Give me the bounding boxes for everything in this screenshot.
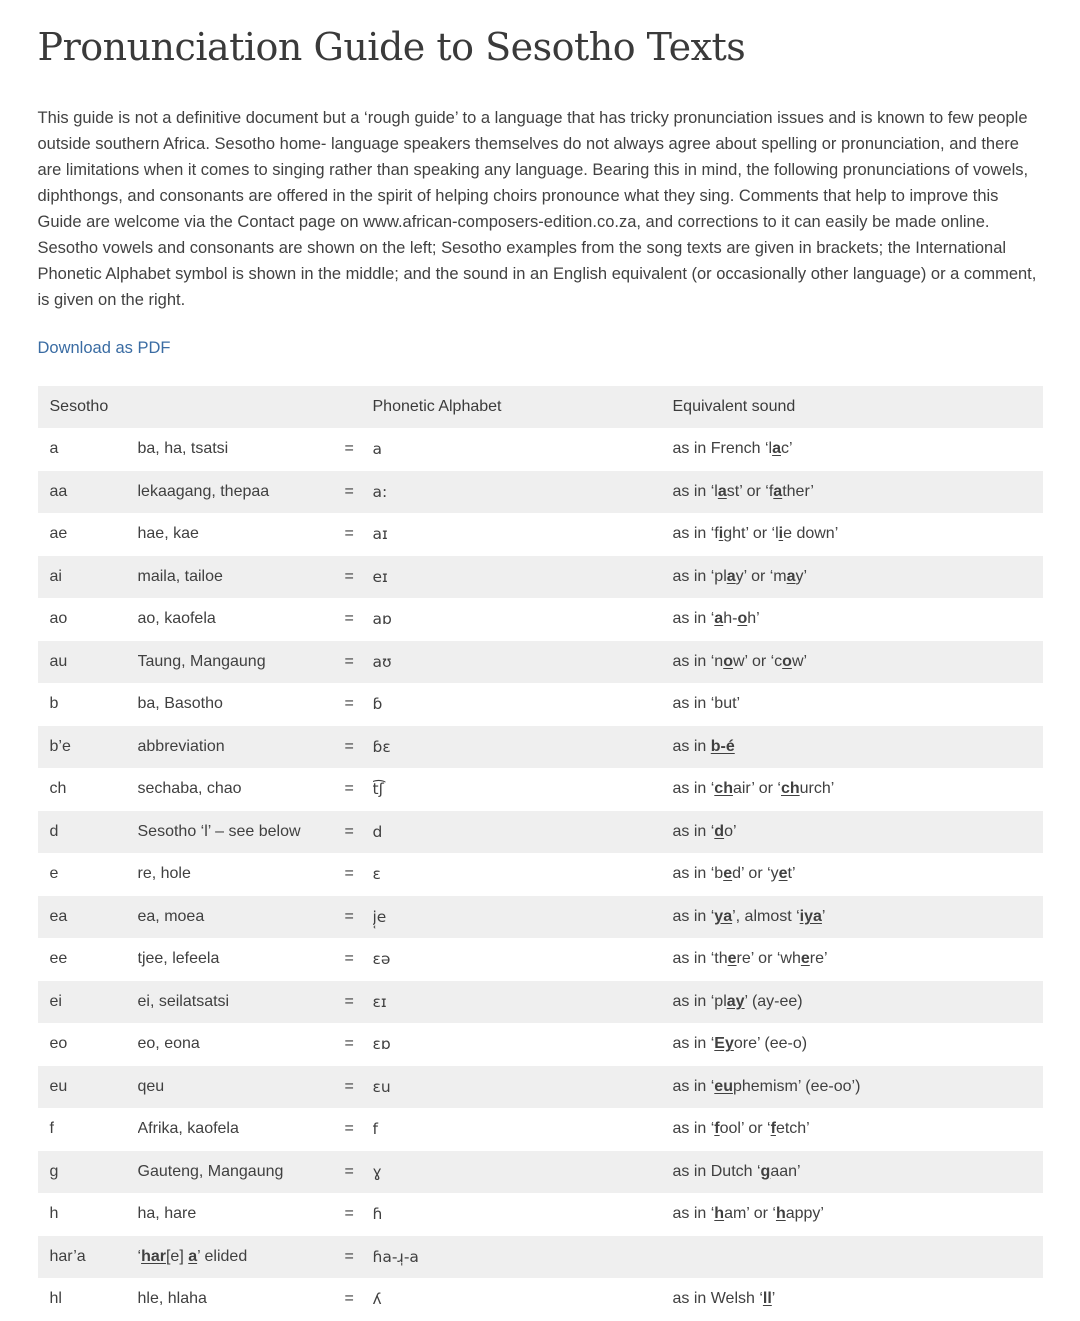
phonetic-cell: t͡ʃ	[372, 780, 384, 799]
sesotho-cell: h	[49, 1205, 59, 1223]
equivalent-cell: as in ‘bed’ or ‘yet’	[672, 865, 796, 883]
equals-sign: =	[344, 1162, 354, 1180]
equivalent-cell: as in ‘play’ (ay-ee)	[672, 992, 803, 1010]
phonetic-cell: aʊ	[372, 652, 392, 671]
equivalent-cell: as in ‘fight’ or ‘lie down’	[672, 525, 839, 543]
sesotho-cell: ei	[49, 992, 62, 1010]
equivalent-cell: as in ‘ham’ or ‘happy’	[672, 1205, 824, 1223]
sesotho-cell: f	[49, 1120, 54, 1138]
equivalent-cell: as in ‘but’	[672, 695, 741, 713]
column-header-sesotho: Sesotho	[49, 397, 109, 415]
table-row	[38, 598, 1043, 641]
table-row	[38, 981, 1043, 1024]
table-row	[38, 811, 1043, 854]
equals-sign: =	[344, 482, 354, 500]
column-header-phonetic: Phonetic Alphabet	[372, 397, 502, 415]
equals-sign: =	[344, 525, 354, 543]
phonetic-cell: a	[372, 440, 382, 459]
phonetic-cell: ɛə	[372, 950, 391, 969]
sesotho-cell: b	[49, 695, 59, 713]
equivalent-cell: as in ‘fool’ or ‘fetch’	[672, 1120, 810, 1138]
equals-sign: =	[344, 1290, 354, 1308]
examples-cell: eo, eona	[137, 1035, 200, 1053]
table-row	[38, 1066, 1043, 1109]
sesotho-cell: b’e	[49, 737, 71, 755]
examples-cell: ba, ha, tsatsi	[137, 440, 229, 458]
examples-cell: abbreviation	[137, 737, 225, 755]
table-row	[38, 513, 1043, 556]
table-row	[38, 1151, 1043, 1194]
sesotho-cell: ao	[49, 610, 68, 628]
phonetic-cell: ɛ	[372, 865, 381, 884]
phonetic-cell: ɦ	[372, 1205, 383, 1224]
table-row	[38, 471, 1043, 514]
sesotho-cell: ae	[49, 525, 68, 543]
examples-cell: Afrika, kaofela	[137, 1120, 239, 1138]
sesotho-cell: ea	[49, 907, 68, 925]
examples-cell: Taung, Mangaung	[137, 652, 266, 670]
column-header-spacer-examples	[138, 386, 345, 429]
equivalent-cell: as in ‘do’	[672, 822, 737, 840]
table-header-row	[38, 386, 1043, 429]
examples-cell: Gauteng, Mangaung	[137, 1162, 284, 1180]
equals-sign: =	[344, 865, 354, 883]
examples-cell: ao, kaofela	[137, 610, 216, 628]
phonetic-cell: ɛɪ	[372, 992, 387, 1011]
table-row	[38, 683, 1043, 726]
sesotho-cell: har’a	[49, 1247, 86, 1265]
phonetic-cell: j̜e	[372, 907, 387, 926]
pronunciation-table	[38, 386, 1043, 1321]
table-row	[38, 1236, 1043, 1279]
intro-paragraph: This guide is not a definitive document but a ‘rough guide’ to a language that has tricky pronunciation issues and is known to few people outside southern Africa. Sesotho home- language speakers themselves do not always agree about spelling or pronunciation, and there are limitations when it comes to singing rather than speaking any language. Bearing this in mind, the following pronunciations of vowels, diphthongs, and consonants are offered in the spirit of helping choirs pronounce what they sing. Comments that help to improve this Guide are welcome via the Contact page on www.african-composers-edition.co.za, and corrections to it can easily be made online. Sesotho vowels and consonants are shown on the left; Sesotho examples from the song texts are given in brackets; the International Phonetic Alphabet symbol is shown in the middle; and the sound in an English equivalent (or occasionally other language) or a comment, is given on the right.	[37, 108, 1037, 309]
equals-sign: =	[344, 1247, 354, 1265]
table-row	[38, 1023, 1043, 1066]
sesotho-cell: g	[49, 1162, 59, 1180]
table-row	[38, 938, 1043, 981]
phonetic-cell: ɓɛ	[372, 737, 391, 756]
equals-sign: =	[344, 950, 354, 968]
sesotho-cell: hl	[49, 1290, 62, 1308]
examples-cell: lekaagang, thepaa	[137, 482, 270, 500]
equals-sign: =	[344, 695, 354, 713]
equals-sign: =	[344, 1120, 354, 1138]
sesotho-cell: ee	[49, 950, 68, 968]
column-header-equivalent: Equivalent sound	[672, 397, 796, 415]
equivalent-cell: as in ‘there’ or ‘where’	[672, 950, 828, 968]
equivalent-cell: as in b-é	[672, 737, 735, 755]
sesotho-cell: a	[49, 440, 59, 458]
equivalent-cell: as in ‘now’ or ‘cow’	[672, 652, 808, 670]
table-row	[38, 768, 1043, 811]
equals-sign: =	[344, 907, 354, 925]
sesotho-cell: eo	[49, 1035, 68, 1053]
equals-sign: =	[344, 992, 354, 1010]
examples-cell: maila, tailoe	[137, 567, 223, 585]
examples-cell: tjee, lefeela	[137, 950, 220, 968]
examples-cell: sechaba, chao	[137, 780, 242, 798]
examples-cell: hae, kae	[137, 525, 199, 543]
examples-cell: ‘har[e] a’ elided	[137, 1247, 248, 1265]
equivalent-cell: as in ‘chair’ or ‘church’	[672, 780, 835, 798]
sesotho-cell: aa	[49, 482, 68, 500]
phonetic-cell: ɦa-ɹ̩-a	[372, 1247, 419, 1266]
phonetic-cell: aɒ	[372, 610, 392, 629]
table-row	[38, 1278, 1043, 1321]
sesotho-cell: eu	[49, 1077, 68, 1095]
table-row	[38, 1108, 1043, 1151]
equivalent-cell: as in Welsh ‘ll’	[672, 1290, 776, 1308]
phonetic-cell: ɓ	[372, 695, 383, 714]
equivalent-cell: as in ‘euphemism’ (ee-oo’)	[672, 1077, 861, 1095]
equivalent-cell: as in ‘ah-oh’	[672, 610, 760, 628]
phonetic-cell: ɛɒ	[372, 1035, 391, 1054]
sesotho-cell: d	[49, 822, 59, 840]
equivalent-cell: as in French ‘lac’	[672, 440, 793, 458]
equivalent-cell	[673, 1236, 1043, 1279]
equals-sign: =	[344, 1077, 354, 1095]
table-body	[38, 428, 1043, 1321]
examples-cell: ba, Basotho	[137, 695, 223, 713]
equivalent-cell: as in ‘play’ or ‘may’	[672, 567, 808, 585]
sesotho-cell: e	[49, 865, 59, 883]
table-row	[38, 641, 1043, 684]
sesotho-cell: ch	[49, 780, 67, 798]
equals-sign: =	[344, 780, 354, 798]
phonetic-cell: ɛu	[372, 1077, 391, 1096]
table-row	[38, 428, 1043, 471]
equals-sign: =	[344, 652, 354, 670]
download-pdf-link[interactable]: Download as PDF	[37, 338, 171, 357]
equals-sign: =	[344, 440, 354, 458]
examples-cell: hle, hlaha	[137, 1290, 207, 1308]
sesotho-cell: au	[49, 652, 68, 670]
equals-sign: =	[344, 822, 354, 840]
page-container	[38, 0, 1043, 1321]
equivalent-cell: as in ‘Eyore’ (ee-o)	[672, 1035, 808, 1053]
examples-cell: Sesotho ‘l’ – see below	[137, 822, 301, 840]
phonetic-cell: aɪ	[372, 525, 388, 544]
equals-sign: =	[344, 1205, 354, 1223]
examples-cell: ea, moea	[137, 907, 205, 925]
phonetic-cell: f	[372, 1120, 378, 1139]
examples-cell: re, hole	[137, 865, 191, 883]
table-row	[38, 556, 1043, 599]
equivalent-cell: as in ‘ya’, almost ‘iya’	[672, 907, 826, 925]
equals-sign: =	[344, 737, 354, 755]
sesotho-cell: ai	[49, 567, 62, 585]
table-row	[38, 853, 1043, 896]
examples-cell: ha, hare	[137, 1205, 197, 1223]
equals-sign: =	[344, 610, 354, 628]
phonetic-cell: ʎ	[372, 1290, 382, 1309]
examples-cell: qeu	[137, 1077, 165, 1095]
phonetic-cell: eɪ	[372, 567, 388, 586]
equivalent-cell: as in Dutch ‘gaan’	[672, 1162, 801, 1180]
equivalent-cell: as in ‘last’ or ‘father’	[672, 482, 814, 500]
phonetic-cell: a:	[372, 482, 388, 501]
phonetic-cell: d	[372, 822, 383, 841]
table-row	[38, 726, 1043, 769]
equals-sign: =	[344, 567, 354, 585]
equals-sign: =	[344, 1035, 354, 1053]
phonetic-cell: ɣ	[372, 1162, 382, 1181]
examples-cell: ei, seilatsatsi	[137, 992, 230, 1010]
table-row	[38, 1193, 1043, 1236]
page-title: Pronunciation Guide to Sesotho Texts	[37, 25, 746, 69]
table-row	[38, 896, 1043, 939]
column-header-spacer-equals	[345, 386, 373, 429]
